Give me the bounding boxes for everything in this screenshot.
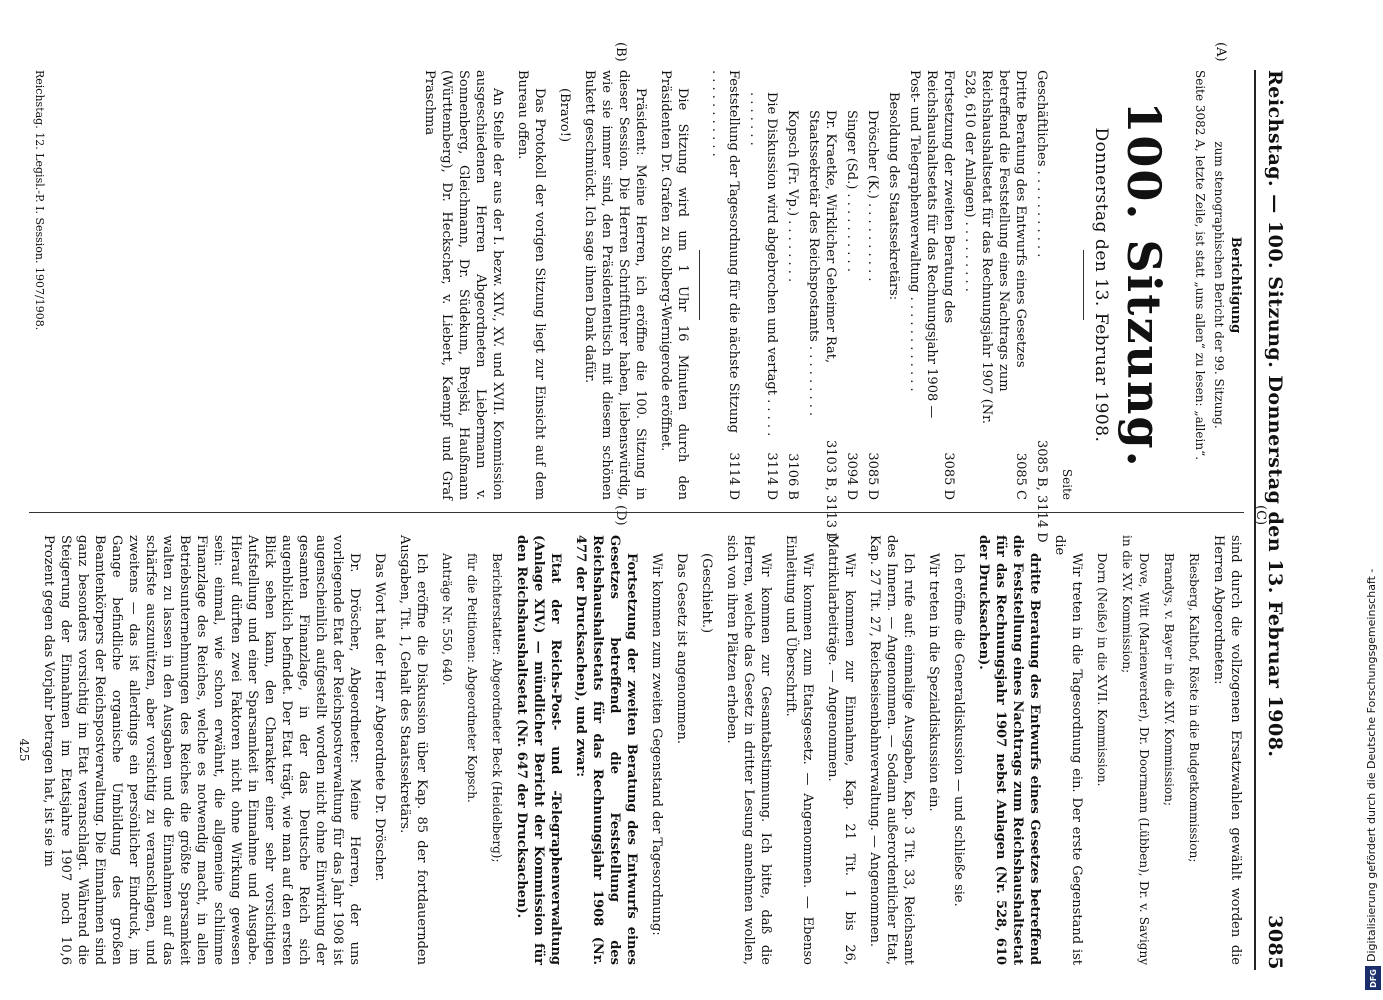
right-column bbox=[15, 535, 1244, 965]
running-title: Reichstag. — 100. Sitzung. Donnerstag den 13. Februar 1908. bbox=[1264, 70, 1286, 758]
body-paragraph: Wir kommen zur Einnahme, Kap. 21 Tit. 1 bis 26, Matrikularbeiträge. — Angenommen. bbox=[825, 535, 857, 965]
body-paragraph: Wir kommen zum zweiten Gegenstand der Tagesordnung: bbox=[649, 553, 664, 936]
body-paragraph: Wir kommen zum Etatsgesetz. — Angenommen. — Ebenso Einleitung und Überschrift. bbox=[783, 535, 815, 965]
toc-item: Dr. Kraetke, Wirklicher Geheimer Rat, Staatssekretär des Reichspostamts . . . . . . . . . 3103 B, 3113 D bbox=[806, 110, 838, 543]
separator bbox=[699, 250, 700, 320]
toc-item: Feststellung der Tagesordnung für die nächste Sitzung . . . . . . . . . . . 3114 D bbox=[709, 70, 741, 500]
body-paragraph: Wir treten in die Tagesordnung ein. Der erste Gegenstand ist die bbox=[1052, 535, 1084, 965]
berichtigung-subheading: zum stenographischen Bericht der 99. Sitzung. bbox=[1212, 141, 1226, 429]
body-paragraph: Riesberg, Kalthof, Röste in die Budgetkommission; bbox=[1187, 553, 1201, 863]
body-paragraph: Brandys, v. Bayer in die XIV. Kommission; bbox=[1162, 553, 1176, 806]
berichtigung-text: Seite 3082 A, letzte Zeile, ist statt „uns allen“ zu lesen: „allein“. bbox=[1193, 70, 1207, 461]
margin-marker-c: (C) bbox=[1253, 505, 1268, 526]
body-paragraph: Dove, Witt (Marienwerder), Dr. Doormann (Lübben), Dr. v. Savigny in die XV. Kommission; bbox=[1120, 535, 1151, 965]
toc-seite-label: Seite bbox=[1060, 468, 1074, 500]
berichtigung-heading: Berichtigung bbox=[1228, 236, 1243, 334]
document-page bbox=[8, 0, 1308, 1000]
body-paragraph: (Geschieht.) bbox=[699, 553, 714, 634]
body-paragraph: Dr. Dröscher, Abgeordneter: Meine Herren, der uns vorliegende Etat der Reichspostverwaltung für das Jahr 1908 ist augenscheinlich aufgestellt worden nicht ohne Einwirkung der gesamten Finanzlage, in der das Deutsche Reich sich augenblicklich befindet. Der Etat trägt, wie man auf den ersten Blick sehen kann, den Charakter einer sehr vorsichtigen Aufstellung und einer Sparsamkeit in Einnahme und Ausgabe. Hierauf dürften zwei Faktoren nicht ohne Wirkung gewesen sein: einmal, wie schon erwähnt, die allgemeine schlimme Finanzlage des Reiches, welche es notwendig macht, in allen Betriebsunternehmungen des Reiches die größte Sparsamkeit walten zu lassen in den Ausgaben und die Einnahmen auf das schärfste auszunützen, aber vorsichtig zu veranschlagen, und zweitens — das ist allerdings ein persönlicher Eindruck, im Gange befindliche organische Umbildung des großen Beamtenkörpers der Reichspostverwaltung. Die Einnahmen sind ganz besonders vorsichtig im Etat veranschlagt. Während die Steigerung der Einnahmen im Etatsjahre 1907 noch 10,6 Prozent gegen das Vorjahr betragen hat, ist sie im bbox=[41, 535, 362, 965]
body-paragraph: Die Sitzung wird um 1 Uhr 16 Minuten durch den Präsidenten Dr. Grafen zu Stolberg-Wernigerode eröffnet. bbox=[658, 70, 690, 500]
body-paragraph: für die Petitionen: Abgeordneter Kopsch. bbox=[465, 553, 479, 803]
body-paragraph: Berichterstatter: Abgeordneter Beck (Heidelberg); bbox=[490, 553, 504, 863]
body-paragraph: (Bravo!) bbox=[557, 88, 572, 143]
toc-item: Dritte Beratung des Entwurfs eines Gesetzes betreffend die Feststellung eines Nachtrags zum Reichshaushaltsetat für das Rechnungsjahr 1907 (Nr. 528, 610 der Anlagen) . . . . . . . . . 3085 C bbox=[962, 70, 1028, 500]
column-divider bbox=[29, 512, 1244, 513]
toc-item: Fortsetzung der zweiten Beratung des Reichshaushaltsetats für das Rechnungsjahr 1908 — Post- und Telegraphenverwaltung . . . . . . . . . . . . 3085 D bbox=[907, 70, 956, 500]
toc-item: Kopsch (Fr. Vp.) . . . . . . . . 3106 B bbox=[785, 110, 800, 500]
body-paragraph: Ich rufe auf: einmalige Ausgaben, Kap. 3 Tit. 33, Reichsamt des Innern. — Angenommen. — Sodann außerordentlicher Etat, Kap. 27 Tit. 27, Reichseisenbahnverwaltung. — Angenommen. bbox=[867, 535, 916, 965]
margin-marker-b: (B) bbox=[613, 42, 628, 62]
body-paragraph: Wir kommen zur Gesamtabstimmung. Ich bitte, daß die Herren, welche das Gesetz in dritter Lesung annehmen wollen, sich von ihren Plätzen erheben. bbox=[724, 535, 773, 965]
body-paragraph: Ich eröffne die Diskussion über Kap. 85 der fortdauernden Ausgaben, Tit. 1, Gehalt des Staatssekretärs. bbox=[397, 535, 429, 965]
digitization-credit: Digitalisierung gefördert durch die Deutsche Forschungsgemeinschaft - bbox=[1365, 568, 1378, 962]
body-paragraph: Anträge Nr. 550, 640. bbox=[440, 553, 454, 686]
toc-item: Die Diskussion wird abgebrochen und vertagt . . . . . . . . . . . . 3114 D bbox=[747, 92, 779, 500]
body-paragraph: Dorn (Neiße) in die XVII. Kommission. bbox=[1095, 553, 1109, 787]
session-title: 100. Sitzung. bbox=[1117, 101, 1171, 469]
table-of-contents bbox=[708, 70, 1050, 543]
body-paragraph: Das Gesetz ist angenommen. bbox=[674, 553, 689, 745]
body-paragraph: Ich eröffne die Generaldiskussion — und schließe sie. bbox=[951, 553, 966, 907]
toc-item: Besoldung des Staatssekretärs: bbox=[886, 92, 901, 301]
body-paragraph: sind durch die vollzogenen Ersatzwahlen gewählt worden die Herren Abgeordneten: bbox=[1211, 535, 1243, 965]
toc-item: Singer (Sd.) . . . . . . . . . . 3094 D bbox=[844, 110, 859, 500]
digitization-sidebar bbox=[1365, 20, 1383, 990]
margin-marker-a: (A) bbox=[1213, 42, 1228, 62]
body-paragraph: Das Wort hat der Herr Abgeordnete Dr. Dröscher. bbox=[372, 553, 387, 882]
separator bbox=[1083, 250, 1084, 320]
margin-marker-d: (D) bbox=[613, 505, 628, 526]
body-paragraph: Präsident: Meine Herren, ich eröffne die 100. Sitzung in dieser Session. Die Herren Schriftführer haben, liebenswürdig, wie sie immer sind, den Präsidententisch mit diesem schönen Bukett geschmückt. Ich sage ihnen Dank dafür. bbox=[582, 70, 648, 500]
body-paragraph: Wir treten in die Spezialdiskussion ein. bbox=[926, 553, 941, 812]
dfg-logo-icon: DFG bbox=[1365, 966, 1381, 990]
page-number: 3085 bbox=[1264, 915, 1286, 970]
left-column bbox=[413, 70, 1244, 543]
session-date: Donnerstag den 13. Februar 1908. bbox=[1091, 127, 1111, 443]
footer-note: Reichstag. 12. Legisl.-P. I. Session. 1907/1908. bbox=[33, 70, 46, 331]
body-paragraph: Das Protokoll der vorigen Sitzung liegt zur Einsicht auf dem Bureau offen. bbox=[515, 70, 547, 500]
agenda-item: Etat der Reichs-Post- und -Telegraphenverwaltung (Anlage XIV.) — mündlicher Bericht der Kommission für den Reichshaushaltsetat (Nr. 647 der Drucksachen). bbox=[514, 535, 563, 965]
body-paragraph: An Stelle der aus der I. bezw. XIV., XV. und XVII. Kommission ausgeschiedenen Herren Abgeordneten Liebermann v. Sonnenberg, Gleichmann, Dr. Südekum, Brejski, Haußmann (Württemberg), Dr. Heckscher, v. Liebert, Kaempf und Graf Praschma bbox=[422, 70, 505, 500]
agenda-item: dritte Beratung des Entwurfs eines Gesetzes betreffend die Feststellung eines Nachtrags zum Reichshaushaltsetat für das Rechnungsjahr 1907 nebst Anlagen (Nr. 528, 610 der Drucksachen). bbox=[976, 535, 1042, 965]
bottom-mark: 425 bbox=[17, 738, 31, 762]
toc-item: Geschäftliches . . . . . . . . . . . 3085 B, 3114 D bbox=[1034, 70, 1049, 543]
toc-item: Dröscher (K.) . . . . . . . . . . 3085 D bbox=[865, 110, 880, 500]
agenda-item: Fortsetzung der zweiten Beratung des Entwurfs eines Gesetzes betreffend die Feststellung des Reichshaushaltsetats für das Rechnungsjahr 1908 (Nr. 477 der Drucksachen), und zwar: bbox=[573, 535, 639, 965]
